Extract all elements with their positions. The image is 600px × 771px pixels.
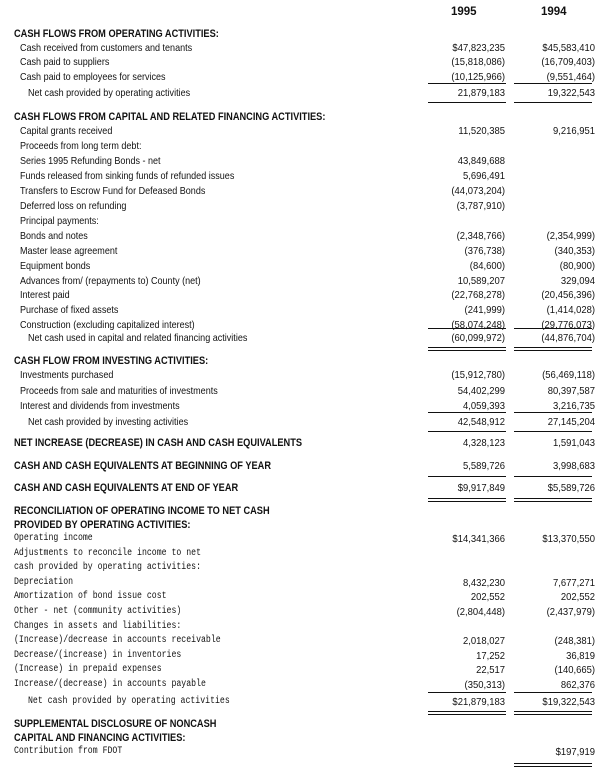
value-1994: 3,216,735 (552, 400, 595, 412)
year-1995-header: 1995 (451, 6, 477, 18)
value-1995: $14,341,366 (452, 533, 505, 545)
row-label: Other - net (community activities) (14, 606, 182, 617)
single-rule (514, 102, 592, 103)
row-label: Interest paid (20, 289, 70, 302)
net-increase-row (0, 436, 600, 452)
value-1994: $19,322,543 (542, 696, 595, 708)
value-1994: (20,456,396) (541, 289, 595, 302)
row-label: Deferred loss on refunding (20, 199, 127, 212)
table-row (0, 590, 600, 606)
operating-section-heading-label: CASH FLOWS FROM OPERATING ACTIVITIES: (14, 28, 219, 40)
table-row (0, 139, 600, 155)
single-rule (428, 476, 506, 477)
row-label: cash provided by operating activities: (14, 562, 201, 574)
value-1994: (2,354,999) (546, 229, 595, 242)
double-rule (514, 763, 592, 767)
value-1994: (2,437,979) (546, 606, 595, 618)
value-1994: (56,469,118) (542, 369, 595, 381)
value-1995: (241,999) (464, 304, 505, 317)
row-label: Advances from/ (repayments to) County (net) (20, 274, 201, 287)
row-label: Net cash provided by operating activities (28, 87, 191, 99)
value-1995: (2,804,448) (456, 606, 505, 618)
row-label: Decrease/(increase) in inventories (14, 649, 182, 661)
table-row (0, 620, 600, 636)
beginning-cash-row (0, 459, 600, 475)
table-row (0, 259, 600, 275)
value-1994: (44,876,704) (541, 332, 595, 344)
value-1995: 17,252 (476, 649, 505, 662)
value-1995: 21,879,183 (457, 87, 505, 99)
row-label: Equipment bonds (20, 259, 91, 272)
value-1994: (80,900) (559, 259, 595, 272)
value-1994: 202,552 (560, 591, 595, 604)
value-1994: (248,381) (554, 635, 595, 648)
single-rule (514, 692, 592, 693)
value-1995: 5,696,491 (462, 169, 505, 182)
row-label: Principal payments: (20, 214, 99, 227)
row-label: Adjustments to reconcile income to net (14, 547, 201, 559)
row-label: Amortization of bond issue cost (14, 591, 167, 603)
investing-total-row (0, 415, 600, 431)
table-row (0, 576, 600, 592)
row-label: Cash paid to employees for services (20, 70, 166, 83)
table-row (0, 184, 600, 200)
row-label: Increase/(decrease) in accounts payable (14, 679, 206, 690)
row-label: NET INCREASE (DECREASE) IN CASH AND CASH EQUIVALENTS (14, 437, 303, 449)
value-1994: (29,776,073) (541, 319, 595, 332)
table-row (0, 274, 600, 290)
row-label: Contribution from FDOT (14, 746, 123, 757)
row-label: (Increase) in prepaid expenses (14, 664, 162, 676)
double-rule (514, 498, 592, 502)
value-1995: 202,552 (470, 591, 505, 604)
value-1994: 80,397,587 (547, 384, 595, 397)
value-1994: (1,414,028) (546, 304, 595, 317)
value-1995: 4,059,393 (462, 400, 505, 412)
value-1994: 27,145,204 (547, 416, 595, 428)
value-1994: 3,998,683 (552, 460, 595, 472)
single-rule (428, 102, 506, 103)
capital-total-row (0, 331, 600, 347)
row-label: CASH AND CASH EQUIVALENTS AT BEGINNING OF YEAR (14, 460, 272, 472)
value-1995: (15,818,086) (451, 56, 505, 69)
value-1994: 9,216,951 (552, 125, 595, 137)
table-row (0, 288, 600, 304)
row-label: Construction (excluding capitalized interest) (20, 319, 195, 332)
single-rule (514, 412, 592, 413)
value-1994: 19,322,543 (547, 87, 595, 99)
single-rule (514, 83, 592, 84)
reconciliation-heading-2-label: PROVIDED BY OPERATING ACTIVITIES: (14, 519, 191, 531)
row-label: Cash received from customers and tenants (20, 42, 193, 54)
value-1995: 42,548,912 (457, 416, 505, 428)
value-1995: 10,589,207 (457, 274, 505, 287)
end-cash-row (0, 481, 600, 497)
value-1995: 22,517 (476, 664, 505, 677)
value-1995: $21,879,183 (452, 696, 505, 708)
investing-section-heading-label: CASH FLOW FROM INVESTING ACTIVITIES: (14, 355, 209, 367)
row-label: Capital grants received (20, 125, 113, 137)
value-1994: (140,665) (554, 664, 595, 677)
single-rule (428, 692, 506, 693)
table-row (0, 663, 600, 679)
operating-total-row (0, 86, 600, 102)
table-row (0, 649, 600, 665)
table-row (0, 605, 600, 621)
table-row (0, 368, 600, 384)
table-row (0, 561, 600, 577)
value-1995: (60,099,972) (451, 332, 505, 344)
value-1995: (15,912,780) (451, 369, 505, 381)
supplemental-heading-2-label: CAPITAL AND FINANCING ACTIVITIES: (14, 732, 186, 744)
row-label: Interest and dividends from investments (20, 400, 180, 412)
table-row (0, 244, 600, 260)
table-row (0, 70, 600, 86)
value-1995: $47,823,235 (452, 42, 505, 54)
value-1995: 43,849,688 (457, 154, 505, 167)
value-1994: $45,583,410 (542, 42, 595, 54)
reconciliation-heading-1-label: RECONCILIATION OF OPERATING INCOME TO NET CASH (14, 505, 270, 517)
table-row (0, 169, 600, 185)
table-row (0, 124, 600, 140)
value-1995: 54,402,299 (457, 384, 505, 397)
value-1995: (376,738) (464, 244, 505, 257)
value-1994: 329,094 (560, 274, 595, 287)
value-1995: (84,600) (469, 259, 505, 272)
row-label: Net cash used in capital and related financing activities (28, 332, 248, 344)
row-label: Changes in assets and liabilities: (14, 620, 182, 632)
row-label: Transfers to Escrow Fund for Defeased Bonds (20, 184, 206, 197)
single-rule (514, 476, 592, 477)
table-row (0, 229, 600, 245)
table-row (0, 384, 600, 400)
double-rule (428, 711, 506, 715)
value-1994: 1,591,043 (552, 437, 595, 449)
value-1995: (58,074,248) (451, 319, 505, 332)
value-1995: 5,589,726 (462, 460, 505, 472)
table-row (0, 154, 600, 170)
table-row (0, 214, 600, 230)
row-label: Net cash provided by operating activities (28, 696, 230, 707)
row-label: Cash paid to suppliers (20, 56, 110, 69)
table-row (0, 745, 600, 761)
supplemental-heading-1-label: SUPPLEMENTAL DISCLOSURE OF NONCASH (14, 718, 217, 730)
row-label: Operating income (14, 533, 93, 544)
table-row (0, 547, 600, 563)
value-1994: 7,677,271 (552, 576, 595, 589)
value-1995: (350,313) (464, 679, 505, 691)
single-rule (514, 431, 592, 432)
table-row (0, 399, 600, 415)
value-1995: (44,073,204) (451, 184, 505, 197)
value-1995: (2,348,766) (456, 229, 505, 242)
row-label: Proceeds from sale and maturities of investments (20, 384, 218, 397)
table-row (0, 532, 600, 548)
row-label: Bonds and notes (20, 229, 88, 242)
row-label: Net cash provided by investing activities (28, 416, 189, 428)
double-rule (514, 347, 592, 351)
value-1995: $9,917,849 (457, 482, 505, 494)
table-row (0, 678, 600, 694)
double-rule (428, 498, 506, 502)
row-label: Funds released from sinking funds of refunded issues (20, 169, 235, 182)
row-label: Depreciation (14, 576, 74, 588)
table-row (0, 634, 600, 650)
double-rule (428, 347, 506, 351)
row-label: Proceeds from long term debt: (20, 139, 142, 152)
row-label: (Increase)/decrease in accounts receivable (14, 635, 221, 647)
value-1994: (9,551,464) (546, 70, 595, 83)
value-1994: 862,376 (560, 679, 595, 691)
single-rule (514, 328, 592, 329)
single-rule (428, 328, 506, 329)
row-label: Purchase of fixed assets (20, 304, 119, 317)
single-rule (428, 83, 506, 84)
value-1995: (3,787,910) (456, 199, 505, 212)
table-row (0, 303, 600, 319)
value-1995: 2,018,027 (462, 635, 505, 648)
value-1995: 4,328,123 (462, 437, 505, 449)
row-label: Investments purchased (20, 369, 114, 381)
value-1995: (22,768,278) (451, 289, 505, 302)
row-label: Master lease agreement (20, 244, 118, 257)
table-row (0, 199, 600, 215)
value-1994: 36,819 (566, 649, 595, 662)
value-1994: $5,589,726 (547, 482, 595, 494)
value-1994: $13,370,550 (542, 533, 595, 545)
single-rule (428, 412, 506, 413)
value-1995: 8,432,230 (462, 576, 505, 589)
value-1994: (16,709,403) (541, 56, 595, 69)
value-1995: (10,125,966) (451, 70, 505, 83)
value-1994: $197,919 (555, 746, 595, 758)
double-rule (514, 711, 592, 715)
row-label: CASH AND CASH EQUIVALENTS AT END OF YEAR (14, 482, 239, 494)
single-rule (428, 431, 506, 432)
value-1994: (340,353) (554, 244, 595, 257)
row-label: Series 1995 Refunding Bonds - net (20, 154, 161, 167)
capital-section-heading-label: CASH FLOWS FROM CAPITAL AND RELATED FINANCING ACTIVITIES: (14, 111, 326, 123)
year-1994-header: 1994 (541, 6, 567, 18)
value-1995: 11,520,385 (458, 125, 505, 137)
reconciliation-total-row (0, 695, 600, 711)
